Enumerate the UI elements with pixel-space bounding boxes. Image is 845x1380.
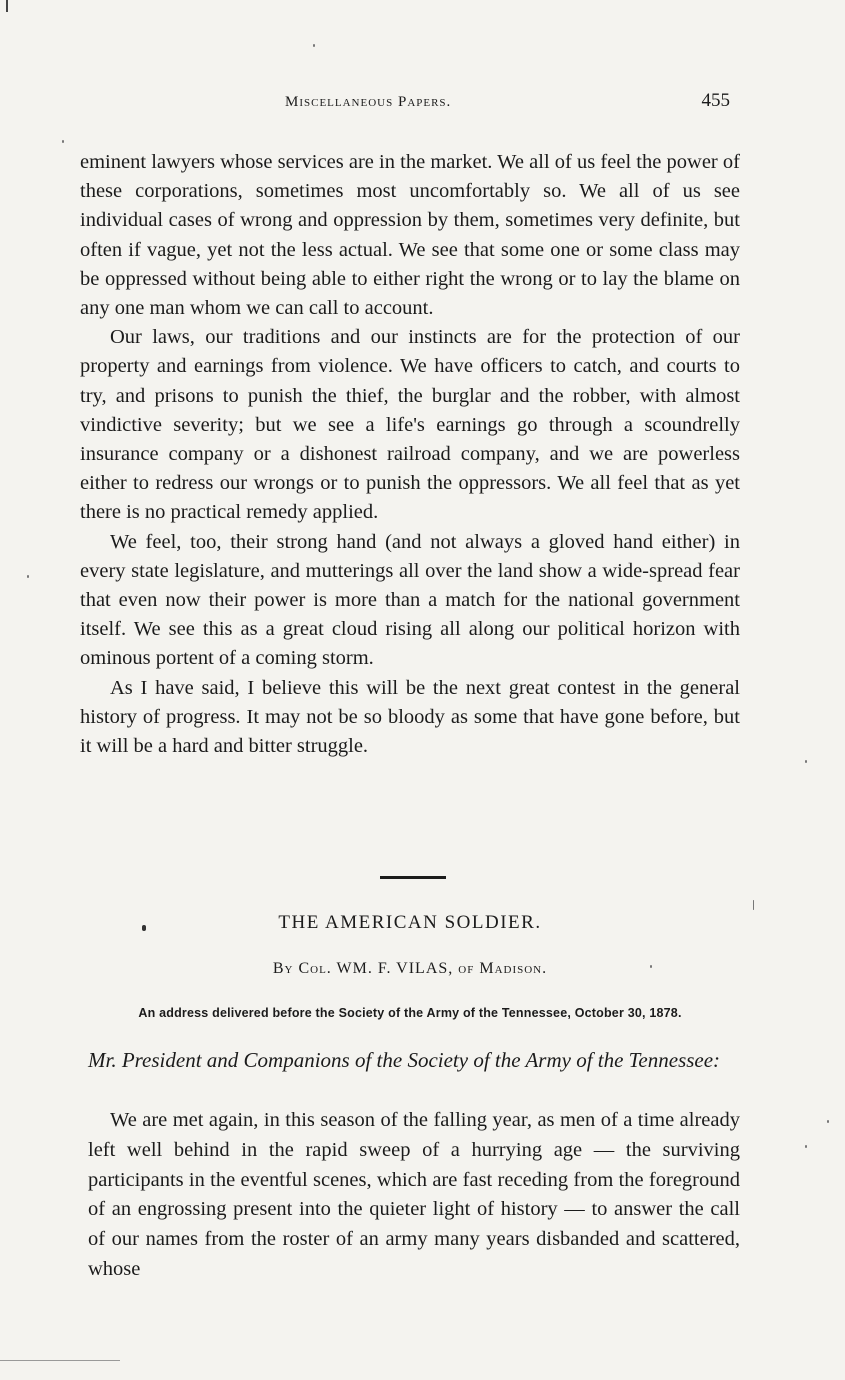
scan-edge-mark <box>6 0 8 12</box>
section-body <box>80 148 740 761</box>
address-note: An address delivered before the Society of the Army of the Tennessee, October 30, 1878. <box>138 1006 682 1020</box>
page-number: 455 <box>701 90 730 111</box>
scan-bottom-line <box>0 1360 120 1361</box>
running-title: Miscellaneous Papers. <box>285 94 452 110</box>
paragraph: We feel, too, their strong hand (and not always a gloved hand either) in every state legislature, and mutterings all over the land show a wide-spread fear that even now their power is more than a match for the national government itself. We see this as a great cloud rising all along our political horizon with ominous portent of a coming storm. <box>80 530 740 670</box>
article-byline: By Col. WM. F. VILAS, of Madison. <box>272 960 548 977</box>
paragraph: As I have said, I believe this will be the next great contest in the general history of progress. It may not be so bloody as some that have gone before, but it will be a hard and bitter struggle. <box>80 676 740 758</box>
paragraph: Our laws, our traditions and our instincts are for the protection of our property and earnings from violence. We have officers to catch, and courts to try, and prisons to punish the thief, the burglar and the robber, with almost vindictive severity; but we see a life's earnings go through a scoundrelly insurance company or a dishonest railroad company, and we are powerless either to redress our wrongs or to punish the oppressors. We all feel that as yet there is no practical remedy applied. <box>80 326 740 524</box>
speech-paragraph: We are met again, in this season of the falling year, as men of a time already left well behind in the rapid sweep of a hurrying age — the surviving participants in the eventful scenes, which are fast receding from the foreground of an engrossing present into the quieter light of history — to answer the call of our names from the roster of an army many years disbanded and scattered, whose <box>88 1109 740 1280</box>
running-head <box>80 90 740 116</box>
article-title: THE AMERICAN SOLDIER. <box>278 912 542 933</box>
paragraph: eminent lawyers whose services are in the market. We all of us feel the power of these corporations, sometimes most uncomfortably so. We all of us see individual cases of wrong and oppression by them, sometimes very definite, but often if vague, yet not the less actual. We see that some one or some class may be oppressed without being able to either right the wrong or to lay the blame on any one man whom we can call to account. <box>80 151 740 320</box>
section-divider-rule <box>380 876 446 879</box>
salutation: Mr. President and Companions of the Society of the Army of the Tennessee: <box>88 1048 721 1072</box>
